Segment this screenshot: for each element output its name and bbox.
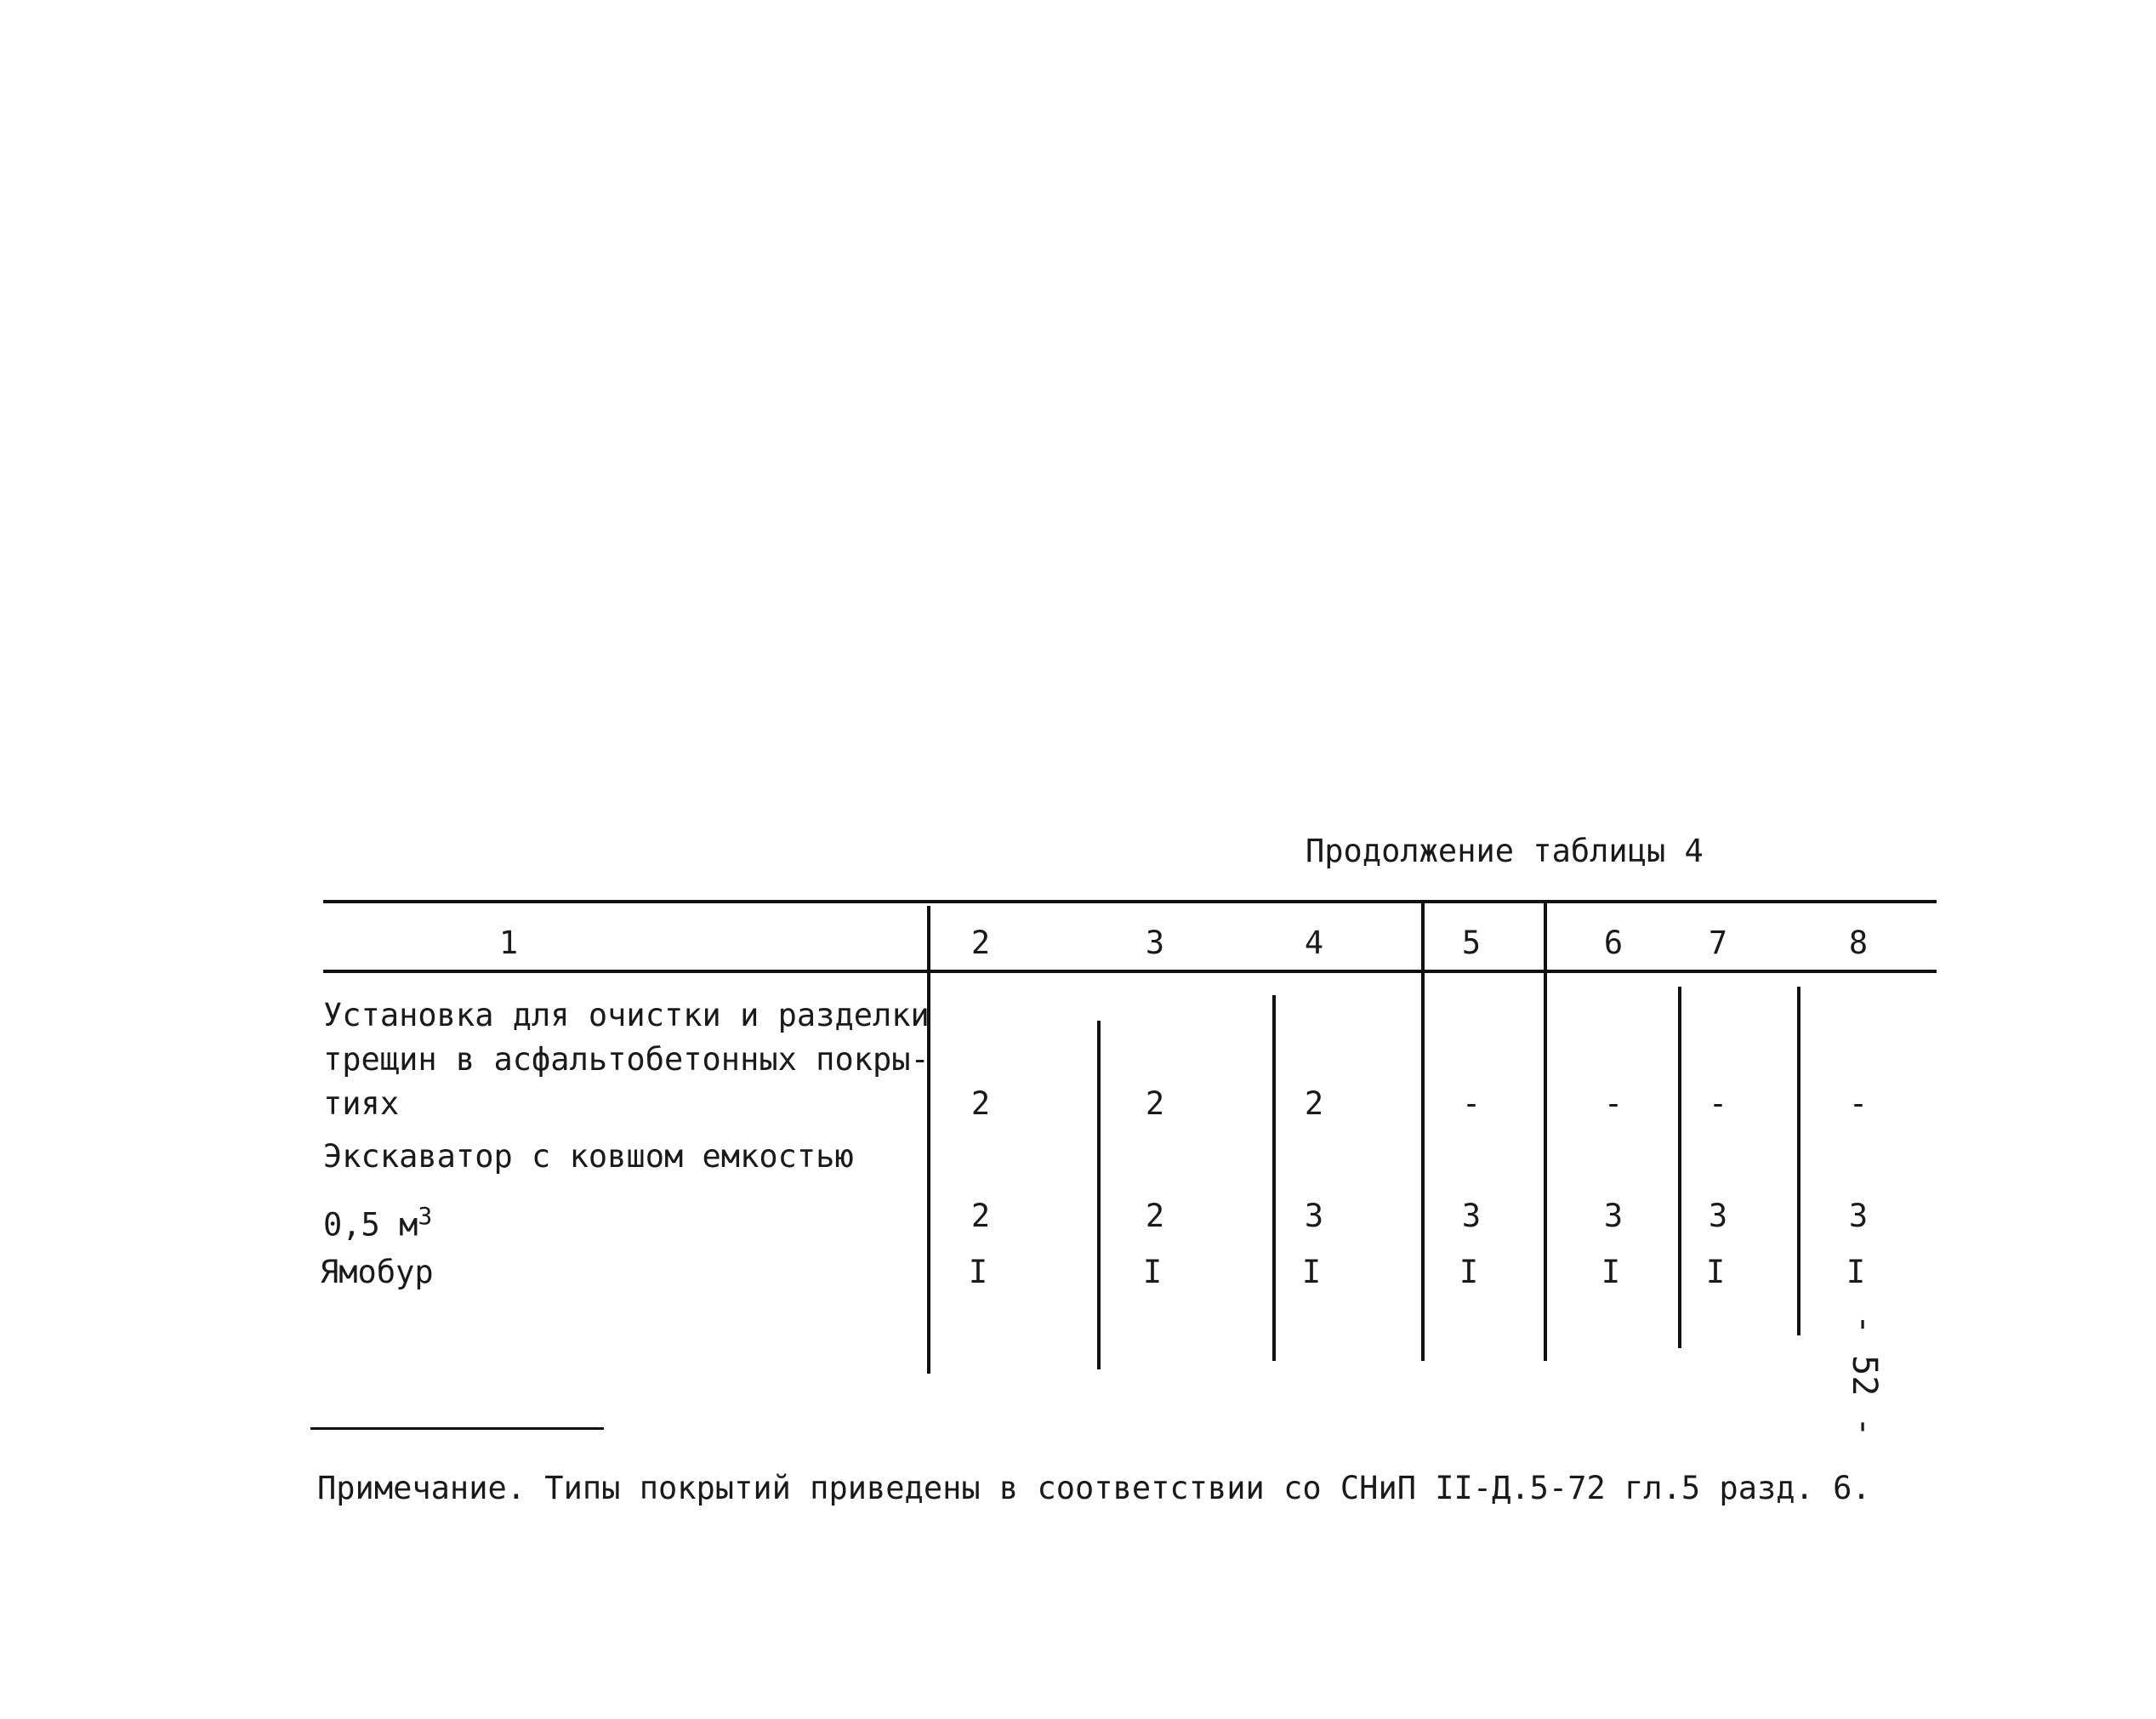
header-col-3: 3 <box>1145 925 1165 961</box>
header-col-2: 2 <box>970 925 991 961</box>
header-col-1: 1 <box>498 925 519 961</box>
cell-value: I <box>1142 1254 1163 1290</box>
cell-value: 2 <box>970 1085 991 1122</box>
row-label-line: Экскаватор с ковшом емкостью <box>323 1138 854 1175</box>
row-label-line <box>323 1194 432 1247</box>
cell-value: I <box>1705 1254 1726 1290</box>
col-divider-3 <box>1272 995 1276 1361</box>
col-divider-2 <box>1097 1021 1101 1369</box>
header-col-4: 4 <box>1304 925 1324 961</box>
cell-value: 2 <box>1145 1085 1165 1122</box>
table-header-rule <box>323 970 1937 973</box>
cell-value: I <box>1301 1254 1322 1290</box>
cell-value: 3 <box>1304 1198 1324 1234</box>
cell-value: 2 <box>1145 1198 1165 1234</box>
header-col-8: 8 <box>1848 925 1869 961</box>
cell-value: I <box>968 1254 988 1290</box>
cell-value: 2 <box>970 1198 991 1234</box>
cell-value: I <box>1459 1254 1479 1290</box>
header-col-7: 7 <box>1708 925 1728 961</box>
cell-value: 3 <box>1461 1198 1482 1234</box>
footnote-text: Примечание. Типы покрытий приведены в соответствии со СНиП II-Д.5-72 гл.5 разд. 6. <box>317 1470 1871 1506</box>
header-col-6: 6 <box>1603 925 1624 961</box>
cell-value: - <box>1603 1085 1624 1122</box>
col-divider-7 <box>1797 987 1800 1335</box>
row-label-line: тиях <box>323 1085 400 1122</box>
col-divider-4 <box>1421 902 1425 1361</box>
cell-value: 3 <box>1708 1198 1728 1234</box>
col-divider-5 <box>1544 902 1547 1361</box>
row-label-text: 0,5 м <box>323 1206 418 1244</box>
cell-value: I <box>1846 1254 1866 1290</box>
row-label-line: Установка для очистки и разделки <box>323 997 930 1033</box>
footnote-rule <box>310 1427 604 1430</box>
cell-value: I <box>1601 1254 1621 1290</box>
page-number: - 52 - <box>1845 1314 1884 1437</box>
col-divider-1 <box>927 906 930 1374</box>
cell-value: - <box>1848 1085 1869 1122</box>
cell-value: 3 <box>1603 1198 1624 1234</box>
cell-value: - <box>1708 1085 1728 1122</box>
header-col-5: 5 <box>1461 925 1482 961</box>
cell-value: - <box>1461 1085 1482 1122</box>
row-label-line: Ямобур <box>320 1254 434 1290</box>
cell-value: 3 <box>1848 1198 1869 1234</box>
superscript: 3 <box>418 1202 433 1230</box>
cell-value: 2 <box>1304 1085 1324 1122</box>
row-label-line: трещин в асфальтобетонных покры- <box>323 1041 930 1078</box>
table-caption: Продолжение таблицы 4 <box>1306 833 1704 869</box>
table-top-rule <box>323 900 1937 903</box>
